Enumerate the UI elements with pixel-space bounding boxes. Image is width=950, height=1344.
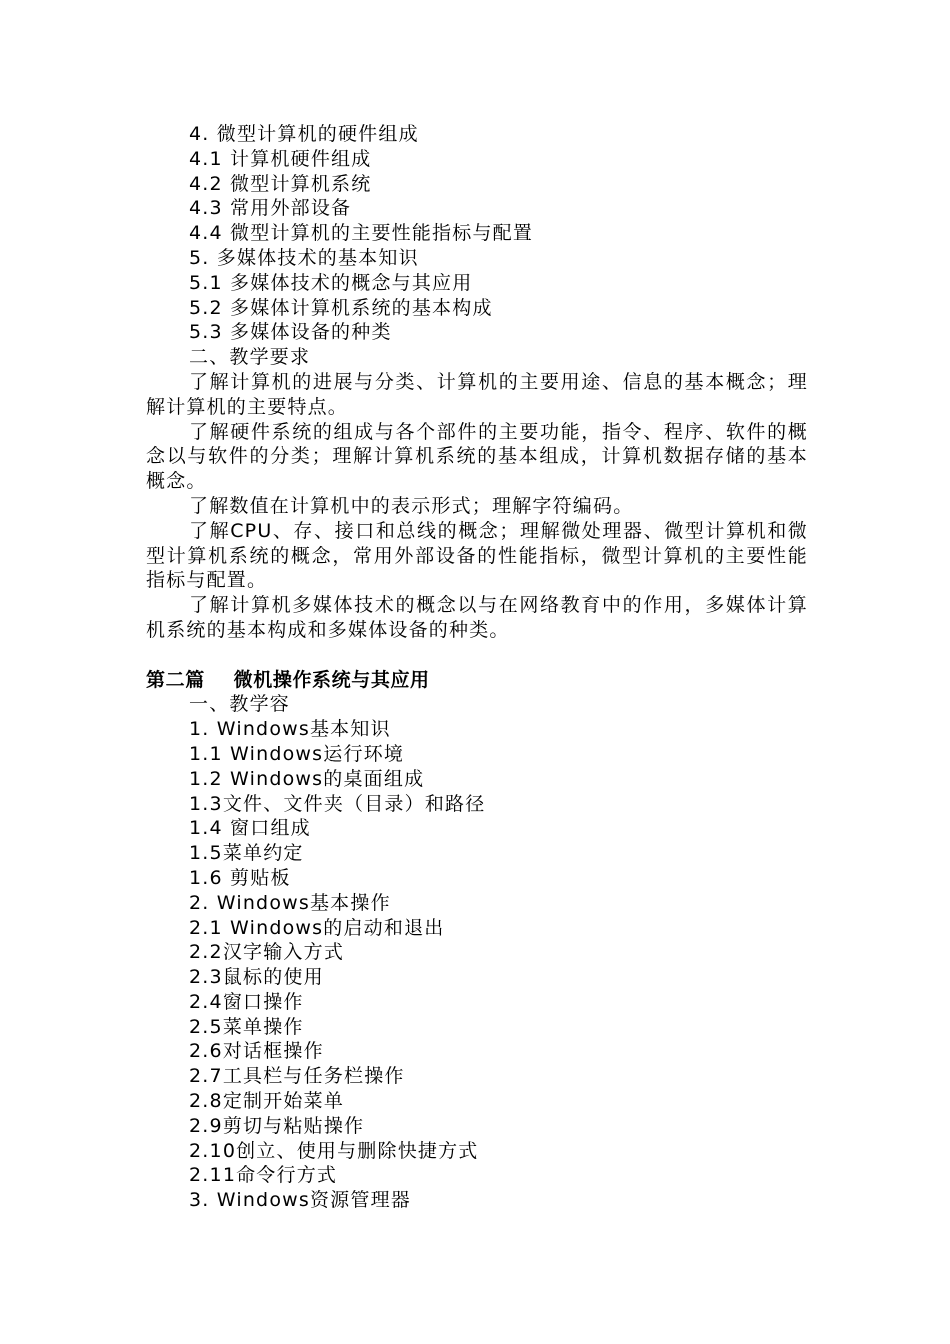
content-heading: 一、教学容 [189, 693, 291, 716]
outline-item: 1.2 Windows的桌面组成 [189, 767, 425, 790]
requirement-paragraph: 了解硬件系统的组成与各个部件的主要功能，指令、程序、软件的概念以与软件的分类；理解计算机系统的基本组成，计算机数据存储的基本概念。 [146, 420, 808, 493]
requirement-paragraph: 了解计算机的进展与分类、计算机的主要用途、信息的基本概念；理解计算机的主要特点。 [146, 370, 808, 418]
outline-item: 2.8定制开始菜单 [189, 1090, 345, 1113]
requirement-paragraph: 了解CPU、存、接口和总线的概念；理解微处理器、微型计算机和微型计算机系统的概念，常用外部设备的性能指标，微型计算机的主要性能指标与配置。 [146, 519, 808, 592]
outline-item: 5.2 多媒体计算机系统的基本构成 [189, 296, 493, 319]
outline-item: 2.6对话框操作 [189, 1040, 324, 1063]
outline-item: 4.3 常用外部设备 [189, 197, 352, 220]
outline-item: 1.6 剪贴板 [189, 866, 291, 889]
outline-item: 4. 微型计算机的硬件组成 [189, 123, 419, 145]
document-body [146, 122, 808, 1213]
outline-item: 1.1 Windows运行环境 [189, 742, 405, 765]
outline-item: 3. Windows资源管理器 [189, 1189, 411, 1212]
outline-item: 5.1 多媒体技术的概念与其应用 [189, 271, 473, 294]
requirements-heading: 二、教学要求 [189, 346, 311, 369]
part-title: 第二篇 微机操作系统与其应用 [146, 668, 430, 691]
outline-item: 4.2 微型计算机系统 [189, 172, 372, 195]
outline-item: 2.7工具栏与任务栏操作 [189, 1065, 405, 1088]
outline-item: 2.10创立、使用与删除快捷方式 [189, 1139, 479, 1162]
outline-item: 2. Windows基本操作 [189, 891, 391, 914]
outline-item: 1. Windows基本知识 [189, 718, 391, 741]
outline-item: 5. 多媒体技术的基本知识 [189, 246, 419, 269]
outline-item: 2.4窗口操作 [189, 990, 304, 1013]
blank-line [146, 643, 808, 668]
requirement-paragraph: 了解计算机多媒体技术的概念以与在网络教育中的作用，多媒体计算机系统的基本构成和多媒体设备的种类。 [146, 594, 808, 641]
outline-item: 2.5菜单操作 [189, 1015, 304, 1038]
outline-item: 4.1 计算机硬件组成 [189, 147, 372, 170]
outline-item: 2.1 Windows的启动和退出 [189, 916, 445, 939]
outline-item: 1.3文件、文件夹（目录）和路径 [189, 792, 486, 815]
outline-item: 2.9剪切与粘贴操作 [189, 1114, 365, 1137]
outline-item: 1.5菜单约定 [189, 842, 304, 865]
requirement-paragraph: 了解数值在计算机中的表示形式；理解字符编码。 [189, 494, 634, 517]
outline-item: 2.11命令行方式 [189, 1164, 338, 1187]
outline-item: 4.4 微型计算机的主要性能指标与配置 [189, 222, 534, 245]
outline-item: 2.2汉字输入方式 [189, 941, 345, 964]
outline-item: 5.3 多媒体设备的种类 [189, 321, 392, 344]
outline-item: 1.4 窗口组成 [189, 817, 311, 840]
outline-item: 2.3鼠标的使用 [189, 966, 324, 989]
